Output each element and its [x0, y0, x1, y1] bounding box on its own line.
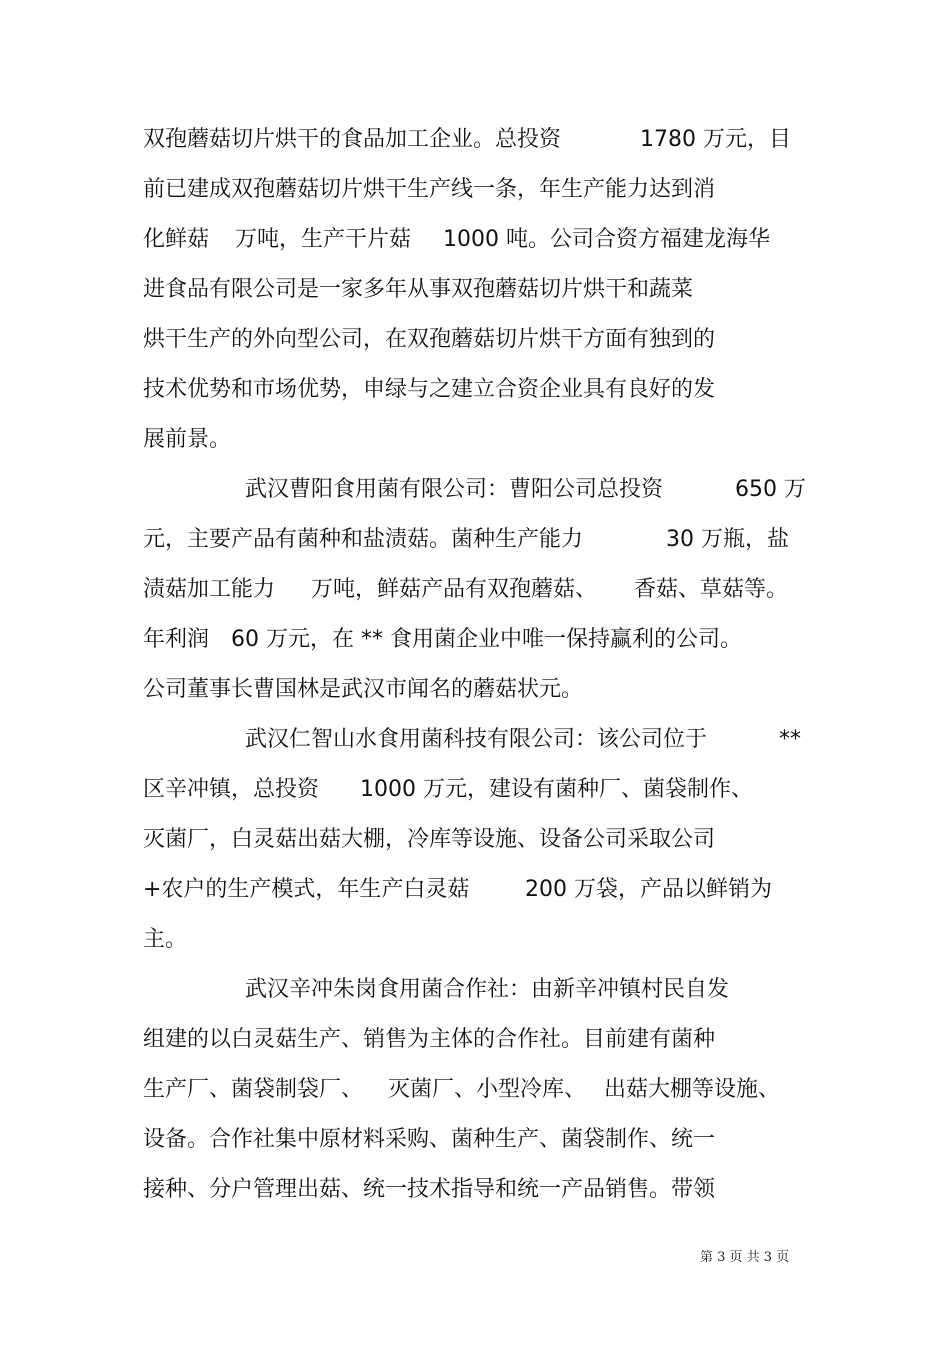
text-line: [0, 823, 716, 857]
text-line: [0, 773, 753, 807]
text-line: [0, 523, 789, 557]
text-line: [0, 1023, 716, 1057]
text-line: [0, 623, 742, 657]
text-line: [0, 1073, 781, 1107]
page-number: 第 3 页 共 3 页: [700, 1250, 790, 1265]
text-segment: 武汉仁智山水食用菌科技有限公司：该公司位于: [245, 727, 708, 752]
text-segment: 香菇、草菇等。: [634, 577, 789, 602]
text-segment: 主。: [143, 927, 188, 952]
text-segment: 30 万瓶，盐: [666, 527, 789, 552]
text-line: [0, 673, 584, 707]
text-line: [0, 123, 791, 157]
text-segment: 化鲜菇: [143, 227, 210, 252]
text-segment: 渍菇加工能力: [143, 577, 276, 602]
text-segment: 出菇大棚等设施、: [604, 1077, 781, 1102]
text-segment: 200 万袋，产品以鲜销为: [525, 877, 772, 902]
text-line: [0, 423, 232, 457]
text-line: [0, 473, 806, 507]
text-segment: 年利润: [143, 627, 210, 652]
text-line: [0, 723, 801, 757]
text-line: [0, 573, 789, 607]
text-segment: 武汉曹阳食用菌有限公司：曹阳公司总投资: [245, 477, 664, 502]
text-segment: 万吨，鲜菇产品有双孢蘑菇、: [311, 577, 598, 602]
text-segment: 1000 吨。公司合资方福建龙海华: [443, 227, 770, 252]
text-segment: 公司董事长曹国林是武汉市闻名的蘑菇状元。: [143, 677, 584, 702]
text-segment: **: [779, 727, 801, 752]
text-segment: 元，主要产品有菌种和盐渍菇。菌种生产能力: [143, 527, 584, 552]
text-line: [0, 873, 772, 907]
text-line: [0, 173, 716, 207]
text-line: [0, 273, 694, 307]
text-segment: 灭菌厂，白灵菇出菇大棚，冷库等设施、设备公司采取公司: [143, 827, 716, 852]
text-segment: 区辛冲镇，总投资: [143, 777, 320, 802]
text-segment: 设备。合作社集中原材料采购、菌种生产、菌袋制作、统一: [143, 1127, 716, 1152]
text-segment: 技术优势和市场优势，申绿与之建立合资企业具有良好的发: [143, 377, 716, 402]
text-segment: +农户的生产模式，年生产白灵菇: [143, 877, 470, 902]
text-segment: 灭菌厂、小型冷库、: [388, 1077, 587, 1102]
text-segment: 1000 万元，建设有菌种厂、菌袋制作、: [360, 777, 753, 802]
text-segment: 650 万: [735, 477, 806, 502]
text-segment: 生产厂、菌袋制袋厂、: [143, 1077, 364, 1102]
text-segment: 烘干生产的外向型公司，在双孢蘑菇切片烘干方面有独到的: [143, 327, 716, 352]
text-segment: 前已建成双孢蘑菇切片烘干生产线一条，年生产能力达到消: [143, 177, 716, 202]
text-segment: 60 万元，在 ** 食用菌企业中唯一保持赢利的公司。: [231, 627, 742, 652]
text-line: [0, 373, 716, 407]
text-line: [0, 923, 188, 957]
text-segment: 双孢蘑菇切片烘干的食品加工企业。总投资: [143, 127, 562, 152]
text-line: [0, 323, 716, 357]
text-segment: 展前景。: [143, 427, 232, 452]
text-segment: 1780 万元，目: [640, 127, 791, 152]
text-segment: 万吨，生产干片菇: [235, 227, 412, 252]
text-line: [0, 1173, 716, 1207]
text-line: [0, 1123, 716, 1157]
text-segment: 进食品有限公司是一家多年从事双孢蘑菇切片烘干和蔬菜: [143, 277, 694, 302]
text-segment: 接种、分户管理出菇、统一技术指导和统一产品销售。带领: [143, 1177, 716, 1202]
text-segment: 组建的以白灵菇生产、销售为主体的合作社。目前建有菌种: [143, 1027, 716, 1052]
text-segment: 武汉辛冲朱岗食用菌合作社：由新辛冲镇村民自发: [245, 977, 730, 1002]
text-line: [0, 973, 730, 1007]
text-line: [0, 223, 770, 257]
